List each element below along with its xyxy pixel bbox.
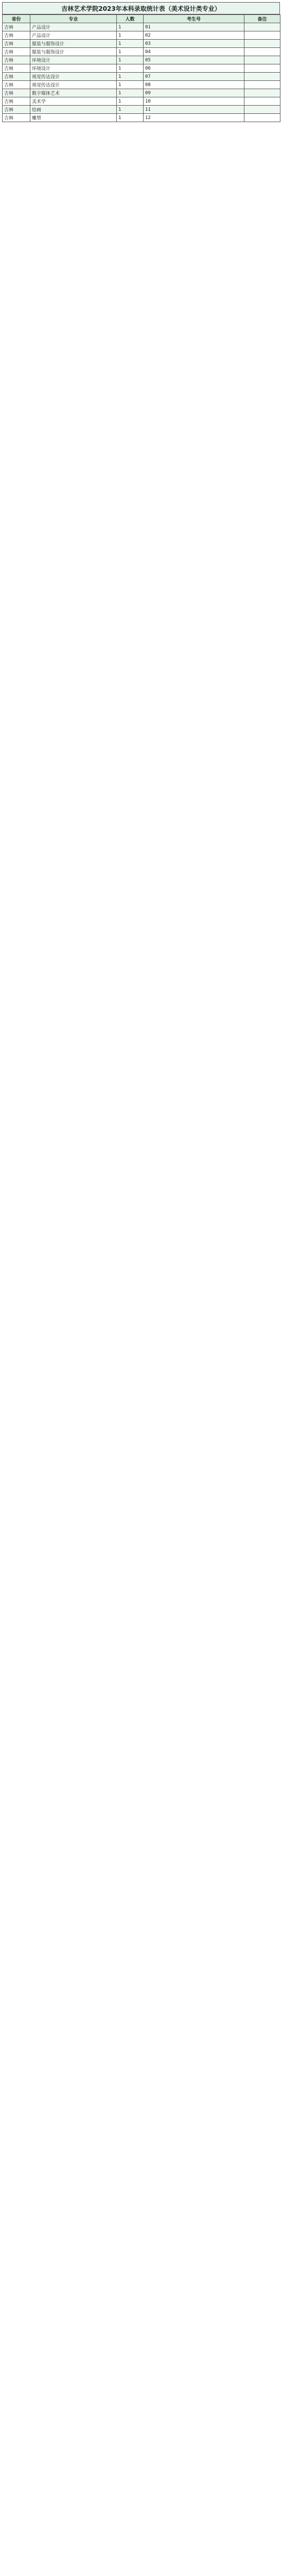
province-cell: 吉林 [3,114,30,122]
exam-number-cell: 11 [144,106,244,114]
header-province: 省份 [3,15,30,23]
note-cell [244,31,280,40]
note-cell [244,48,280,56]
province-cell: 吉林 [3,106,30,114]
table-row [3,97,280,106]
table-row [3,31,280,40]
count-cell: 1 [117,114,144,122]
province-cell: 吉林 [3,64,30,73]
province-cell: 吉林 [3,97,30,106]
note-cell [244,81,280,89]
major-cell: 视觉传达设计 [30,73,117,81]
note-cell [244,40,280,48]
table-row [3,73,280,81]
header-major: 专业 [30,15,117,23]
count-cell: 1 [117,64,144,73]
table-row [3,81,280,89]
exam-number-cell: 07 [144,73,244,81]
major-cell: 视觉传达设计 [30,81,117,89]
major-cell: 产品设计 [30,31,117,40]
note-cell [244,114,280,122]
note-cell [244,97,280,106]
count-cell: 1 [117,97,144,106]
count-cell: 1 [117,89,144,97]
note-cell [244,23,280,31]
major-cell: 产品设计 [30,23,117,31]
note-cell [244,89,280,97]
header-note: 备注 [244,15,280,23]
exam-number-cell: 08 [144,81,244,89]
province-cell: 吉林 [3,40,30,48]
province-cell: 吉林 [3,31,30,40]
province-cell: 吉林 [3,89,30,97]
exam-number-cell: 03 [144,40,244,48]
exam-number-cell: 05 [144,56,244,64]
note-cell [244,106,280,114]
major-cell: 绘画 [30,106,117,114]
major-cell: 环境设计 [30,56,117,64]
count-cell: 1 [117,56,144,64]
major-cell: 环境设计 [30,64,117,73]
exam-number-cell: 10 [144,97,244,106]
admission-table [2,14,280,122]
table-row [3,114,280,122]
count-cell: 1 [117,73,144,81]
province-cell: 吉林 [3,81,30,89]
page-title: 吉林艺术学院2023年本科录取统计表（美术设计类专业） [2,2,280,14]
exam-number-cell: 04 [144,48,244,56]
note-cell [244,73,280,81]
major-cell: 数字媒体艺术 [30,89,117,97]
count-cell: 1 [117,81,144,89]
table-row [3,106,280,114]
exam-number-cell: 12 [144,114,244,122]
exam-number-cell: 02 [144,31,244,40]
table-row [3,40,280,48]
table-header-row [3,15,280,23]
exam-number-cell: 06 [144,64,244,73]
province-cell: 吉林 [3,73,30,81]
exam-number-cell: 09 [144,89,244,97]
table-row [3,89,280,97]
major-cell: 服装与服饰设计 [30,40,117,48]
note-cell [244,56,280,64]
table-row [3,64,280,73]
table-row [3,23,280,31]
count-cell: 1 [117,40,144,48]
province-cell: 吉林 [3,23,30,31]
count-cell: 1 [117,106,144,114]
province-cell: 吉林 [3,56,30,64]
table-row [3,48,280,56]
table-row [3,56,280,64]
exam-number-cell: 01 [144,23,244,31]
note-cell [244,64,280,73]
province-cell: 吉林 [3,48,30,56]
count-cell: 1 [117,23,144,31]
major-cell: 服装与服饰设计 [30,48,117,56]
major-cell: 美术学 [30,97,117,106]
header-exam-number: 考生号 [144,15,244,23]
count-cell: 1 [117,48,144,56]
count-cell: 1 [117,31,144,40]
header-count: 人数 [117,15,144,23]
major-cell: 雕塑 [30,114,117,122]
document [2,2,280,122]
